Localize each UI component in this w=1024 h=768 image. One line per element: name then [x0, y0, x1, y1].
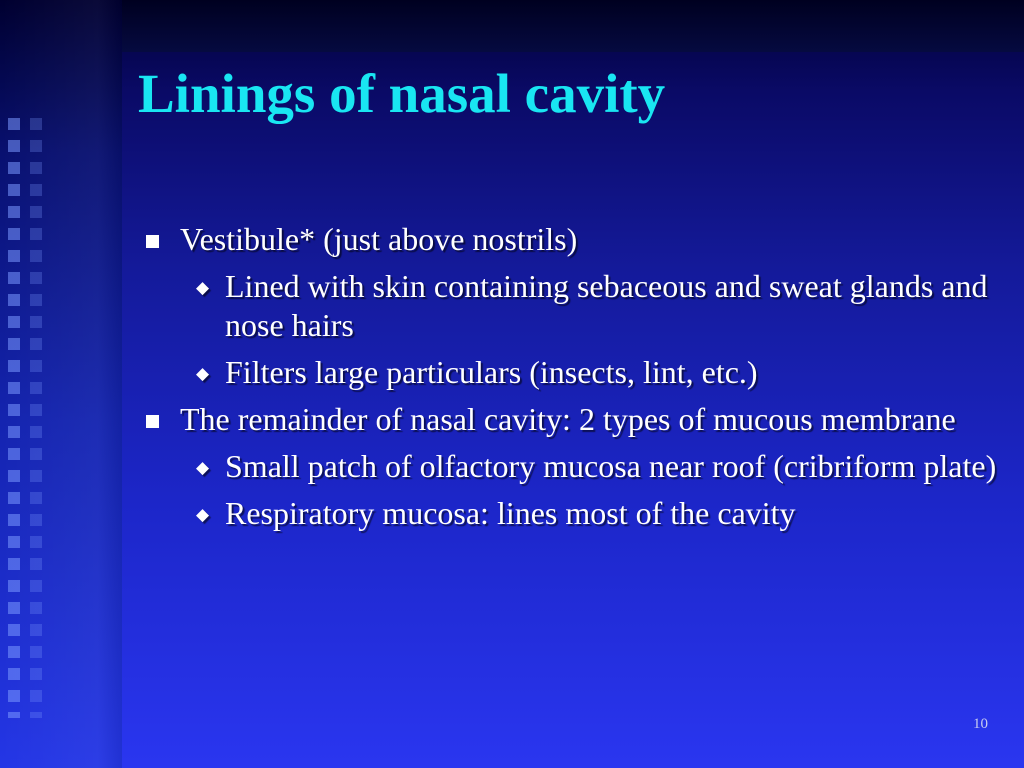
slide-title: Linings of nasal cavity [138, 63, 666, 124]
sub-bullet-text: Filters large particulars (insects, lint, etc.) [225, 354, 758, 390]
square-bullet-icon [146, 415, 159, 428]
slide-body [140, 220, 1000, 541]
top-dark-band [122, 0, 1024, 52]
square-bullet-icon [146, 235, 159, 248]
bullet-item-remainder [140, 400, 1000, 439]
sub-bullet-item [140, 494, 1000, 533]
page-number: 10 [973, 716, 988, 732]
diamond-bullet-icon: ◆ [196, 364, 210, 383]
sub-bullet-text: Lined with skin containing sebaceous and sweat glands and nose hairs [225, 268, 988, 343]
decorative-squares-faded [30, 118, 42, 718]
diamond-bullet-icon: ◆ [196, 505, 210, 524]
bullet-item-vestibule [140, 220, 1000, 259]
sub-bullet-item [140, 353, 1000, 392]
decorative-squares [8, 118, 20, 718]
bullet-text: The remainder of nasal cavity: 2 types of mucous membrane [180, 401, 956, 437]
sub-bullet-item [140, 267, 1000, 345]
bullet-text: Vestibule* (just above nostrils) [180, 221, 578, 257]
diamond-bullet-icon: ◆ [196, 278, 210, 297]
sub-bullet-text: Small patch of olfactory mucosa near roof (cribriform plate) [225, 448, 997, 484]
sub-bullet-text: Respiratory mucosa: lines most of the cavity [225, 495, 796, 531]
sub-bullet-item [140, 447, 1000, 486]
diamond-bullet-icon: ◆ [196, 458, 210, 477]
left-decorative-strip [0, 0, 122, 768]
